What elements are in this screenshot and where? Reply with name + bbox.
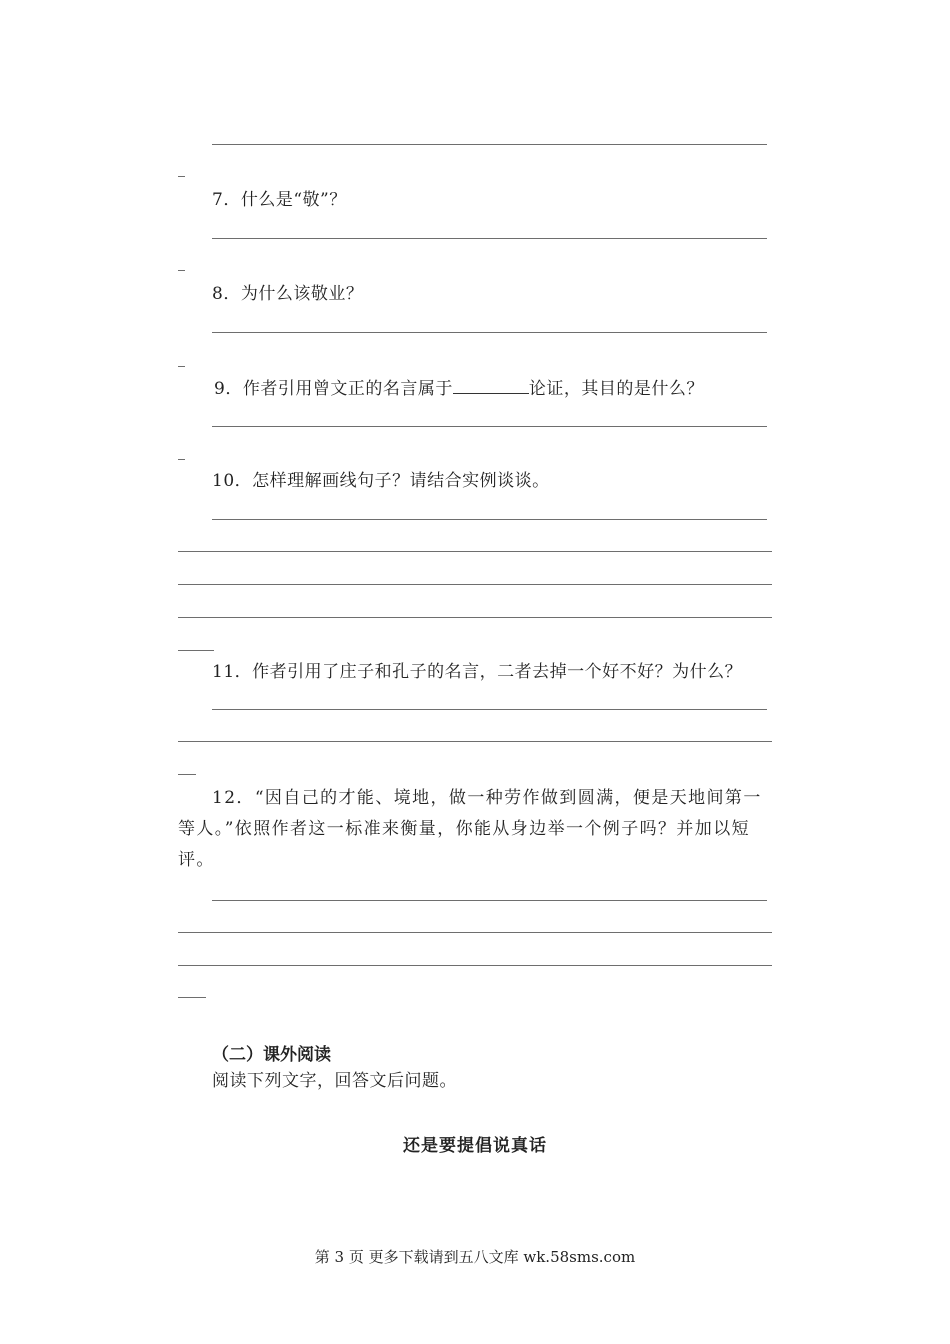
page-footer: 第 3 页 更多下载请到五八文库 wk.58sms.com — [314, 1248, 636, 1266]
answer-line — [212, 332, 767, 333]
question-12: 12．“因自己的才能、境地，做一种劳作做到圆满，便是天地间第一等人。”依照作者这一标准来衡量，你能从身边举一个例子吗？并加以短评。 — [178, 788, 762, 870]
answer-line-end — [178, 650, 214, 651]
answer-line — [212, 519, 767, 520]
question-10: 10．怎样理解画线句子？请结合实例谈谈。 — [212, 471, 550, 491]
answer-line-end — [178, 270, 185, 271]
question-9-text-before: 9．作者引用曾文正的名言属于 — [214, 379, 453, 399]
answer-line — [178, 551, 772, 552]
section-instruction: 阅读下列文字，回答文后问题。 — [212, 1071, 457, 1091]
question-7: 7．什么是“敬”？ — [212, 190, 347, 210]
section-heading: （二）课外阅读 — [212, 1045, 331, 1065]
answer-line — [212, 426, 767, 427]
answer-line — [178, 584, 772, 585]
answer-line — [212, 709, 767, 710]
answer-line — [178, 741, 772, 742]
answer-line — [178, 617, 772, 618]
answer-line — [178, 932, 772, 933]
fill-in-blank — [453, 377, 529, 394]
question-9-text-after: 论证，其目的是什么？ — [528, 379, 704, 399]
answer-line-end — [178, 459, 185, 460]
answer-line — [178, 965, 772, 966]
question-8: 8．为什么该敬业？ — [212, 284, 364, 304]
answer-line-end — [178, 366, 185, 367]
article-title: 还是要提倡说真话 — [403, 1136, 547, 1156]
answer-line-end — [178, 176, 185, 177]
question-9 — [214, 377, 704, 400]
answer-line-end — [178, 774, 196, 775]
question-11: 11．作者引用了庄子和孔子的名言，二者去掉一个好不好？为什么？ — [212, 662, 743, 682]
answer-line-end — [178, 997, 206, 998]
answer-line — [212, 900, 767, 901]
answer-line — [212, 144, 767, 145]
answer-line — [212, 238, 767, 239]
